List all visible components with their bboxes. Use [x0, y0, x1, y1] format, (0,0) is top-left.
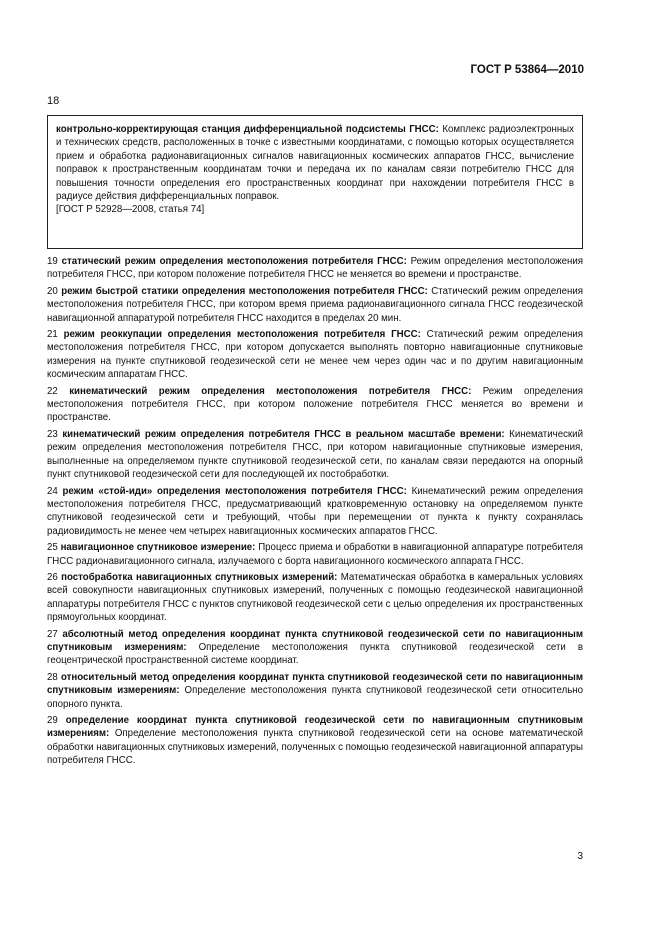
note-reference: [ГОСТ Р 52928—2008, статья 74]	[56, 204, 205, 216]
entry-term: кинематический режим определения местоположения потребителя ГНСС:	[69, 385, 472, 397]
entry-number: 21	[47, 329, 58, 341]
entry-term: относительный метод определения координат пункта спутниковой геодезической сети по навигационным спутниковым измерениям:	[47, 671, 583, 697]
terms-list	[47, 255, 583, 771]
entry-number: 22	[47, 385, 58, 397]
term-entry	[47, 714, 583, 768]
entry-definition: Определение местоположения пункта спутниковой геодезической сети в геоцентрической пространственной системе координат.	[47, 641, 583, 667]
entry-term: определение координат пункта спутниковой геодезической сети по навигационным спутниковым измерениям:	[47, 715, 583, 740]
note-term: контрольно-корректирующая станция дифференциальной подсистемы ГНСС:	[56, 124, 439, 135]
entry-definition: Математическая обработка в камеральных условиях всей совокупности навигационных спутниковых измерений, полученных с помощью геодезической навигационной аппаратуры потребителя ГНСС с пунктов спутниковой геодезической сети с целью определения их пространственных прямоугольных координат.	[47, 571, 583, 624]
entry-term: режим быстрой статики определения местоположения потребителя ГНСС:	[61, 285, 428, 297]
term-entry	[47, 428, 583, 482]
entry-term: режим «стой-иди» определения местоположения потребителя ГНСС:	[62, 485, 407, 497]
entry-number: 24	[47, 485, 58, 497]
entry-number: 29	[47, 715, 58, 726]
note-number: 18	[47, 95, 60, 107]
entry-number: 27	[47, 628, 58, 640]
term-entry	[47, 671, 583, 711]
entry-term: постобработка навигационных спутниковых измерений:	[61, 571, 338, 583]
entry-term: кинематический режим определения потребителя ГНСС в реальном масштабе времени:	[62, 428, 505, 440]
term-entry	[47, 541, 583, 568]
entry-number: 25	[47, 542, 58, 554]
entry-definition: Кинематический режим определения местоположения потребителя ГНСС, при котором навигационные спутниковые измерения, выполненные на определяемом пункте спутниковой геодезической сети, по каналам связи передаются на опорный пункт спутниковой геодезической сети для последующей их постобработки.	[47, 428, 583, 481]
entry-term: навигационное спутниковое измерение:	[60, 542, 256, 554]
entry-number: 28	[47, 671, 58, 683]
note-definition: Комплекс радиоэлектронных и технических средств, расположенных в точке с известными координатами, с помощью которых осуществляется прием и обработка радионавигационных сигналов навигационных космических аппаратов ГНСС, вычисление поправок к пространственным координатам точки и передача их по каналам связи потребителю ГНСС для повышения точности определения его пространственных координат при нахождении потребителя ГНСС в радиусе действия дифференциальных поправок.	[56, 124, 574, 203]
term-entry	[47, 328, 583, 382]
entry-definition: Статический режим определения местоположения потребителя ГНСС, при котором допускается выполнять повторно навигационные спутниковые измерения на пункте спутниковой геодезической сети не менее чем через один час и по другим навигационным космическим аппаратам ГНСС.	[47, 329, 583, 381]
term-entry	[47, 385, 583, 425]
entry-definition: Режим определения местоположения потребителя ГНСС, при котором положение потребителя ГНСС не меняется во времени и пространстве.	[47, 256, 583, 281]
entry-definition: Определение местоположения пункта спутниковой геодезической сети относительно опорного пункта.	[47, 685, 584, 710]
entry-number: 20	[47, 285, 58, 297]
term-entry	[47, 571, 583, 625]
entry-definition: Статический режим определения местоположения потребителя ГНСС, при котором время приема радионавигационного сигнала ГНСС геодезической навигационной аппаратурой потребителя ГНСС находится в пределах 20 мин.	[47, 285, 583, 324]
term-entry	[47, 255, 583, 282]
entry-term: режим реоккупации определения местоположения потребителя ГНСС:	[63, 329, 421, 341]
entry-definition: Процесс приема и обработки в навигационной аппаратуре потребителя ГНСС радионавигационного сигнала, излучаемого с борта навигационного космического аппарата ГНСС.	[47, 542, 583, 567]
entry-definition: Режим определения местоположения потребителя ГНСС, при котором положение потребителя ГНСС меняется во времени и пространстве.	[47, 385, 583, 424]
page-number: 3	[577, 851, 583, 862]
term-entry	[47, 285, 583, 325]
entry-definition: Определение местоположения пункта спутниковой геодезической сети на основе математической обработки навигационных спутниковых измерений, полученных с помощью геодезической навигационной аппаратуры потребителя ГНСС.	[47, 728, 583, 767]
document-header: ГОСТ Р 53864—2010	[470, 64, 584, 76]
entry-definition: Кинематический режим определения местоположения потребителя ГНСС, предусматривающий кратковременную остановку на определяемом пункте спутниковой геодезической сети и требующий, чтобы при перемещении от пункта к пункту сохранялась радиовидимость не менее чем четырех навигационных космических аппаратов ГНСС.	[47, 485, 583, 537]
entry-term: абсолютный метод определения координат пункта спутниковой геодезической сети по навигационным спутниковым измерениям:	[47, 628, 583, 653]
entry-number: 26	[47, 571, 58, 583]
entry-term: статический режим определения местоположения потребителя ГНСС:	[61, 256, 407, 267]
entry-number: 19	[47, 256, 58, 267]
term-entry	[47, 628, 583, 668]
note-box	[47, 115, 583, 249]
entry-number: 23	[47, 428, 58, 440]
note-paragraph	[56, 123, 574, 203]
term-entry	[47, 485, 583, 539]
